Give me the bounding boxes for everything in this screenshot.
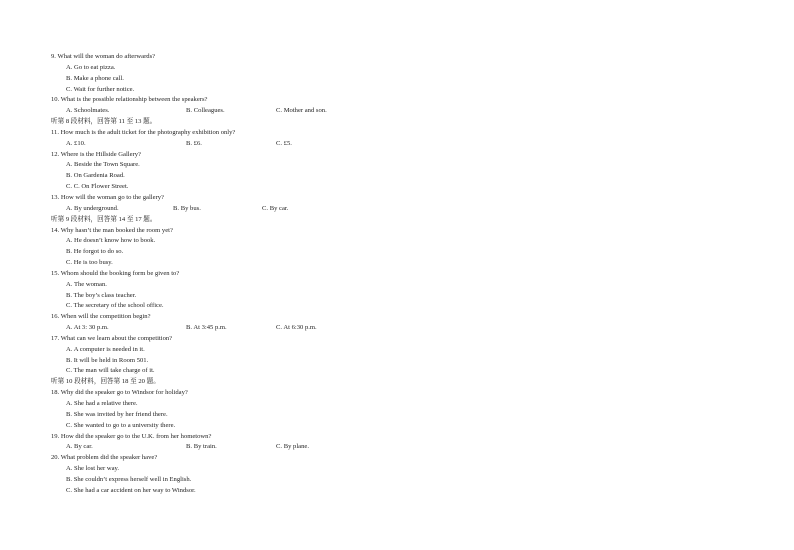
answer-option: B. At 3:45 p.m. bbox=[186, 324, 227, 332]
answer-option: B. It will be held in Room 501. bbox=[66, 356, 149, 364]
answer-option: C. At 6:30 p.m. bbox=[276, 324, 317, 332]
answer-option: A. By car. bbox=[66, 443, 93, 451]
answer-option: C. By plane. bbox=[276, 443, 309, 451]
question-text: 18. Why did the speaker go to Windsor for holiday? bbox=[51, 389, 188, 397]
question-text: 13. How will the woman go to the gallery? bbox=[51, 193, 164, 201]
answer-options-row bbox=[51, 442, 751, 453]
answer-option: C. Wait for further notice. bbox=[66, 85, 135, 93]
answer-options-row bbox=[51, 323, 751, 334]
answer-option: C. She wanted to go to a university there. bbox=[66, 421, 176, 429]
answer-option: B. The boy’s class teacher. bbox=[66, 291, 137, 299]
answer-option: A. Go to eat pizza. bbox=[66, 63, 116, 71]
answer-option: B. Make a phone call. bbox=[66, 74, 124, 82]
question-text: 10. What is the possible relationship between the speakers? bbox=[51, 96, 208, 104]
answer-option: B. She was invited by her friend there. bbox=[66, 410, 168, 418]
answer-option: A. Beside the Town Square. bbox=[66, 161, 140, 169]
question-text: 19. How did the speaker go to the U.K. from her hometown? bbox=[51, 432, 212, 440]
answer-option: A. He doesn’t know how to book. bbox=[66, 237, 156, 245]
answer-option: B. By bus. bbox=[173, 204, 201, 212]
answer-option: C. The man will take charge of it. bbox=[66, 367, 155, 375]
answer-option: A. A computer is needed in it. bbox=[66, 345, 145, 353]
answer-option: C. He is too busy. bbox=[66, 259, 113, 267]
answer-option: C. C. On Flower Street. bbox=[66, 183, 129, 191]
question-text: 11. How much is the adult ticket for the photography exhibition only? bbox=[51, 128, 236, 136]
answer-options-row bbox=[51, 106, 751, 117]
answer-option: C. £5. bbox=[276, 139, 292, 147]
answer-option: A. Schoolmates. bbox=[66, 107, 110, 115]
question-text: 15. Whom should the booking form be given to? bbox=[51, 269, 180, 277]
question-text: 12. Where is the Hillside Gallery? bbox=[51, 150, 141, 158]
answer-option: C. By car. bbox=[262, 204, 289, 212]
question-text: 9. What will the woman do afterwards? bbox=[51, 53, 156, 60]
answer-option: A. At 3: 30 p.m. bbox=[66, 324, 109, 332]
question-text: 16. When will the competition begin? bbox=[51, 313, 151, 321]
section-instruction: 听第 8 段材料，回答第 11 至 13 题。 bbox=[51, 118, 157, 126]
answer-option: B. By train. bbox=[186, 443, 217, 451]
question-text: 14. Why hasn’t the man booked the room yet? bbox=[51, 226, 173, 234]
answer-option: A. The woman. bbox=[66, 280, 107, 288]
answer-option: C. The secretary of the school office. bbox=[66, 302, 164, 310]
answer-option: B. On Gardenia Road. bbox=[66, 172, 125, 180]
answer-options-row bbox=[51, 204, 751, 215]
exam-sheet bbox=[51, 52, 751, 497]
answer-options-row bbox=[51, 139, 751, 150]
question-text: 17. What can we learn about the competition? bbox=[51, 334, 173, 342]
answer-option: A. By underground. bbox=[66, 204, 119, 212]
answer-option: B. £6. bbox=[186, 139, 202, 147]
answer-option: B. He forgot to do so. bbox=[66, 248, 124, 256]
answer-option: A. £10. bbox=[66, 139, 86, 147]
question-text: 20. What problem did the speaker have? bbox=[51, 454, 158, 462]
answer-option: B. Colleagues. bbox=[186, 107, 225, 115]
section-instruction: 听第 9 段材料，回答第 14 至 17 题。 bbox=[51, 215, 157, 223]
answer-option: A. She had a relative there. bbox=[66, 400, 138, 407]
section-instruction: 听第 10 段材料，回答第 18 至 20 题。 bbox=[51, 378, 160, 386]
answer-option: B. She couldn’t express herself well in English. bbox=[66, 475, 192, 483]
answer-option: A. She lost her way. bbox=[66, 465, 120, 473]
answer-option: C. Mother and son. bbox=[276, 107, 327, 115]
answer-option: C. She had a car accident on her way to Windsor. bbox=[66, 486, 196, 494]
